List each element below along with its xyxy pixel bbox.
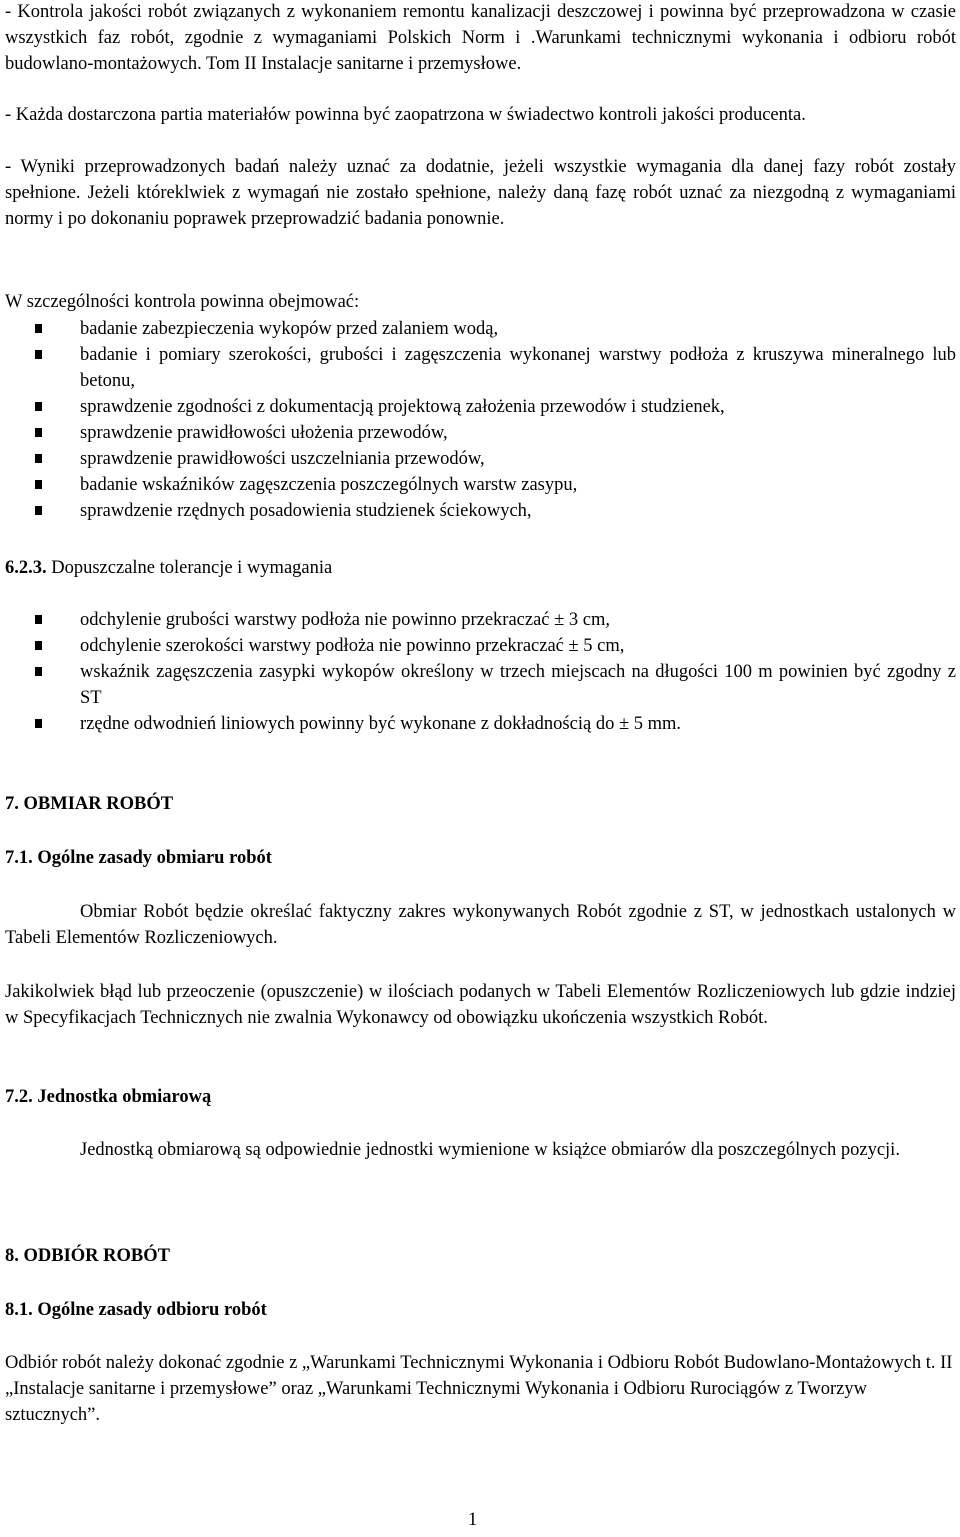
list-item: badanie wskaźników zagęszczenia poszczególnych warstw zasypu, xyxy=(5,472,956,498)
section-number: 8.1. xyxy=(5,1300,33,1320)
control-checklist xyxy=(5,316,956,524)
intro-paragraph-test-results: - Wyniki przeprowadzonych badań należy uznać za dodatnie, jeżeli wszystkie wymagania dla danej fazy robót zostały spełnione. Jeżeli któreklwiek z wymagań nie zostało spełnione, należy daną fazę robót uznać za niezgodną z wymaganiami normy i po dokonaniu poprawek przeprowadzić badania ponownie. xyxy=(5,157,956,229)
section-heading-6-2-3 xyxy=(5,555,332,581)
section-number: 7.1. xyxy=(5,848,33,868)
section-number: 6.2.3. xyxy=(5,558,47,578)
square-bullet-icon xyxy=(35,454,42,463)
control-lead-text: W szczególności kontrola powinna obejmować: xyxy=(5,292,360,312)
square-bullet-icon xyxy=(35,402,42,411)
list-item: sprawdzenie rzędnych posadowienia studzienek ściekowych, xyxy=(5,498,956,524)
square-bullet-icon xyxy=(35,506,42,515)
section-number: 7.2. xyxy=(5,1087,33,1107)
list-item: odchylenie grubości warstwy podłoża nie powinno przekraczać ± 3 cm, xyxy=(5,607,956,633)
section-heading-8: 8. ODBIÓR ROBÓT xyxy=(5,1246,170,1266)
section-heading-7-2 xyxy=(5,1084,211,1110)
square-bullet-icon xyxy=(35,641,42,650)
list-item: badanie i pomiary szerokości, grubości i zagęszczenia wykonanej warstwy podłoża z kruszywa mineralnego lub betonu, xyxy=(5,342,956,394)
section-heading-7-1 xyxy=(5,845,272,871)
square-bullet-icon xyxy=(35,428,42,437)
page-number: 1 xyxy=(468,1510,478,1530)
tolerance-list xyxy=(5,607,956,737)
square-bullet-icon xyxy=(35,615,42,624)
section-title: Dopuszczalne tolerancje i wymagania xyxy=(46,558,333,578)
section-heading-7: 7. OBMIAR ROBÓT xyxy=(5,794,174,814)
square-bullet-icon xyxy=(35,350,42,359)
list-item: wskaźnik zagęszczenia zasypki wykopów określony w trzech miejscach na długości 100 m powinien być zgodny z ST xyxy=(5,659,956,711)
section-title: Ogólne zasady odbioru robót xyxy=(32,1300,267,1320)
paragraph-measurement-scope: Obmiar Robót będzie określać faktyczny zakres wykonywanych Robót zgodnie z ST, w jednostkach ustalonych w Tabeli Elementów Rozliczeniowych. xyxy=(5,902,956,948)
list-item: badanie zabezpieczenia wykopów przed zalaniem wodą, xyxy=(5,316,956,342)
list-item: sprawdzenie zgodności z dokumentacją projektową założenia przewodów i studzienek, xyxy=(5,394,956,420)
list-item: sprawdzenie prawidłowości ułożenia przewodów, xyxy=(5,420,956,446)
section-heading-8-1 xyxy=(5,1297,267,1323)
intro-paragraph-material-certificate: - Każda dostarczona partia materiałów powinna być zaopatrzona w świadectwo kontroli jakości producenta. xyxy=(5,105,806,125)
list-item: sprawdzenie prawidłowości uszczelniania przewodów, xyxy=(5,446,956,472)
section-title: Ogólne zasady obmiaru robót xyxy=(32,848,272,868)
section-title: Jednostka obmiarową xyxy=(32,1087,212,1107)
list-item: odchylenie szerokości warstwy podłoża nie powinno przekraczać ± 5 cm, xyxy=(5,633,956,659)
intro-paragraph-quality-control: - Kontrola jakości robót związanych z wykonaniem remontu kanalizacji deszczowej i powinna być przeprowadzona w czasie wszystkich faz robót, zgodnie z wymaganiami Polskich Norm i .Warunkami technicznymi wykonania i odbioru robót budowlano-montażowych. Tom II Instalacje sanitarne i przemysłowe. xyxy=(5,2,956,74)
square-bullet-icon xyxy=(35,667,42,676)
list-item: rzędne odwodnień liniowych powinny być wykonane z dokładnością do ± 5 mm. xyxy=(5,711,956,737)
square-bullet-icon xyxy=(35,480,42,489)
paragraph-acceptance-rules: Odbiór robót należy dokonać zgodnie z „Warunkami Technicznymi Wykonania i Odbioru Robót Budowlano-Montażowych t. II „Instalacje sanitarne i przemysłowe” oraz „Warunkami Technicznymi Wykonania i Odbioru Rurociągów z Tworzyw sztucznych”. xyxy=(5,1353,953,1425)
paragraph-measurement-errors: Jakikolwiek błąd lub przeoczenie (opuszczenie) w ilościach podanych w Tabeli Elementów Rozliczeniowych lub gdzie indziej w Specyfikacjach Technicznych nie zwalnia Wykonawcy od obowiązku ukończenia wszystkich Robót. xyxy=(5,982,956,1028)
square-bullet-icon xyxy=(35,324,42,333)
square-bullet-icon xyxy=(35,719,42,728)
paragraph-measurement-unit: Jednostką obmiarową są odpowiednie jednostki wymienione w książce obmiarów dla poszczególnych pozycji. xyxy=(80,1140,900,1160)
